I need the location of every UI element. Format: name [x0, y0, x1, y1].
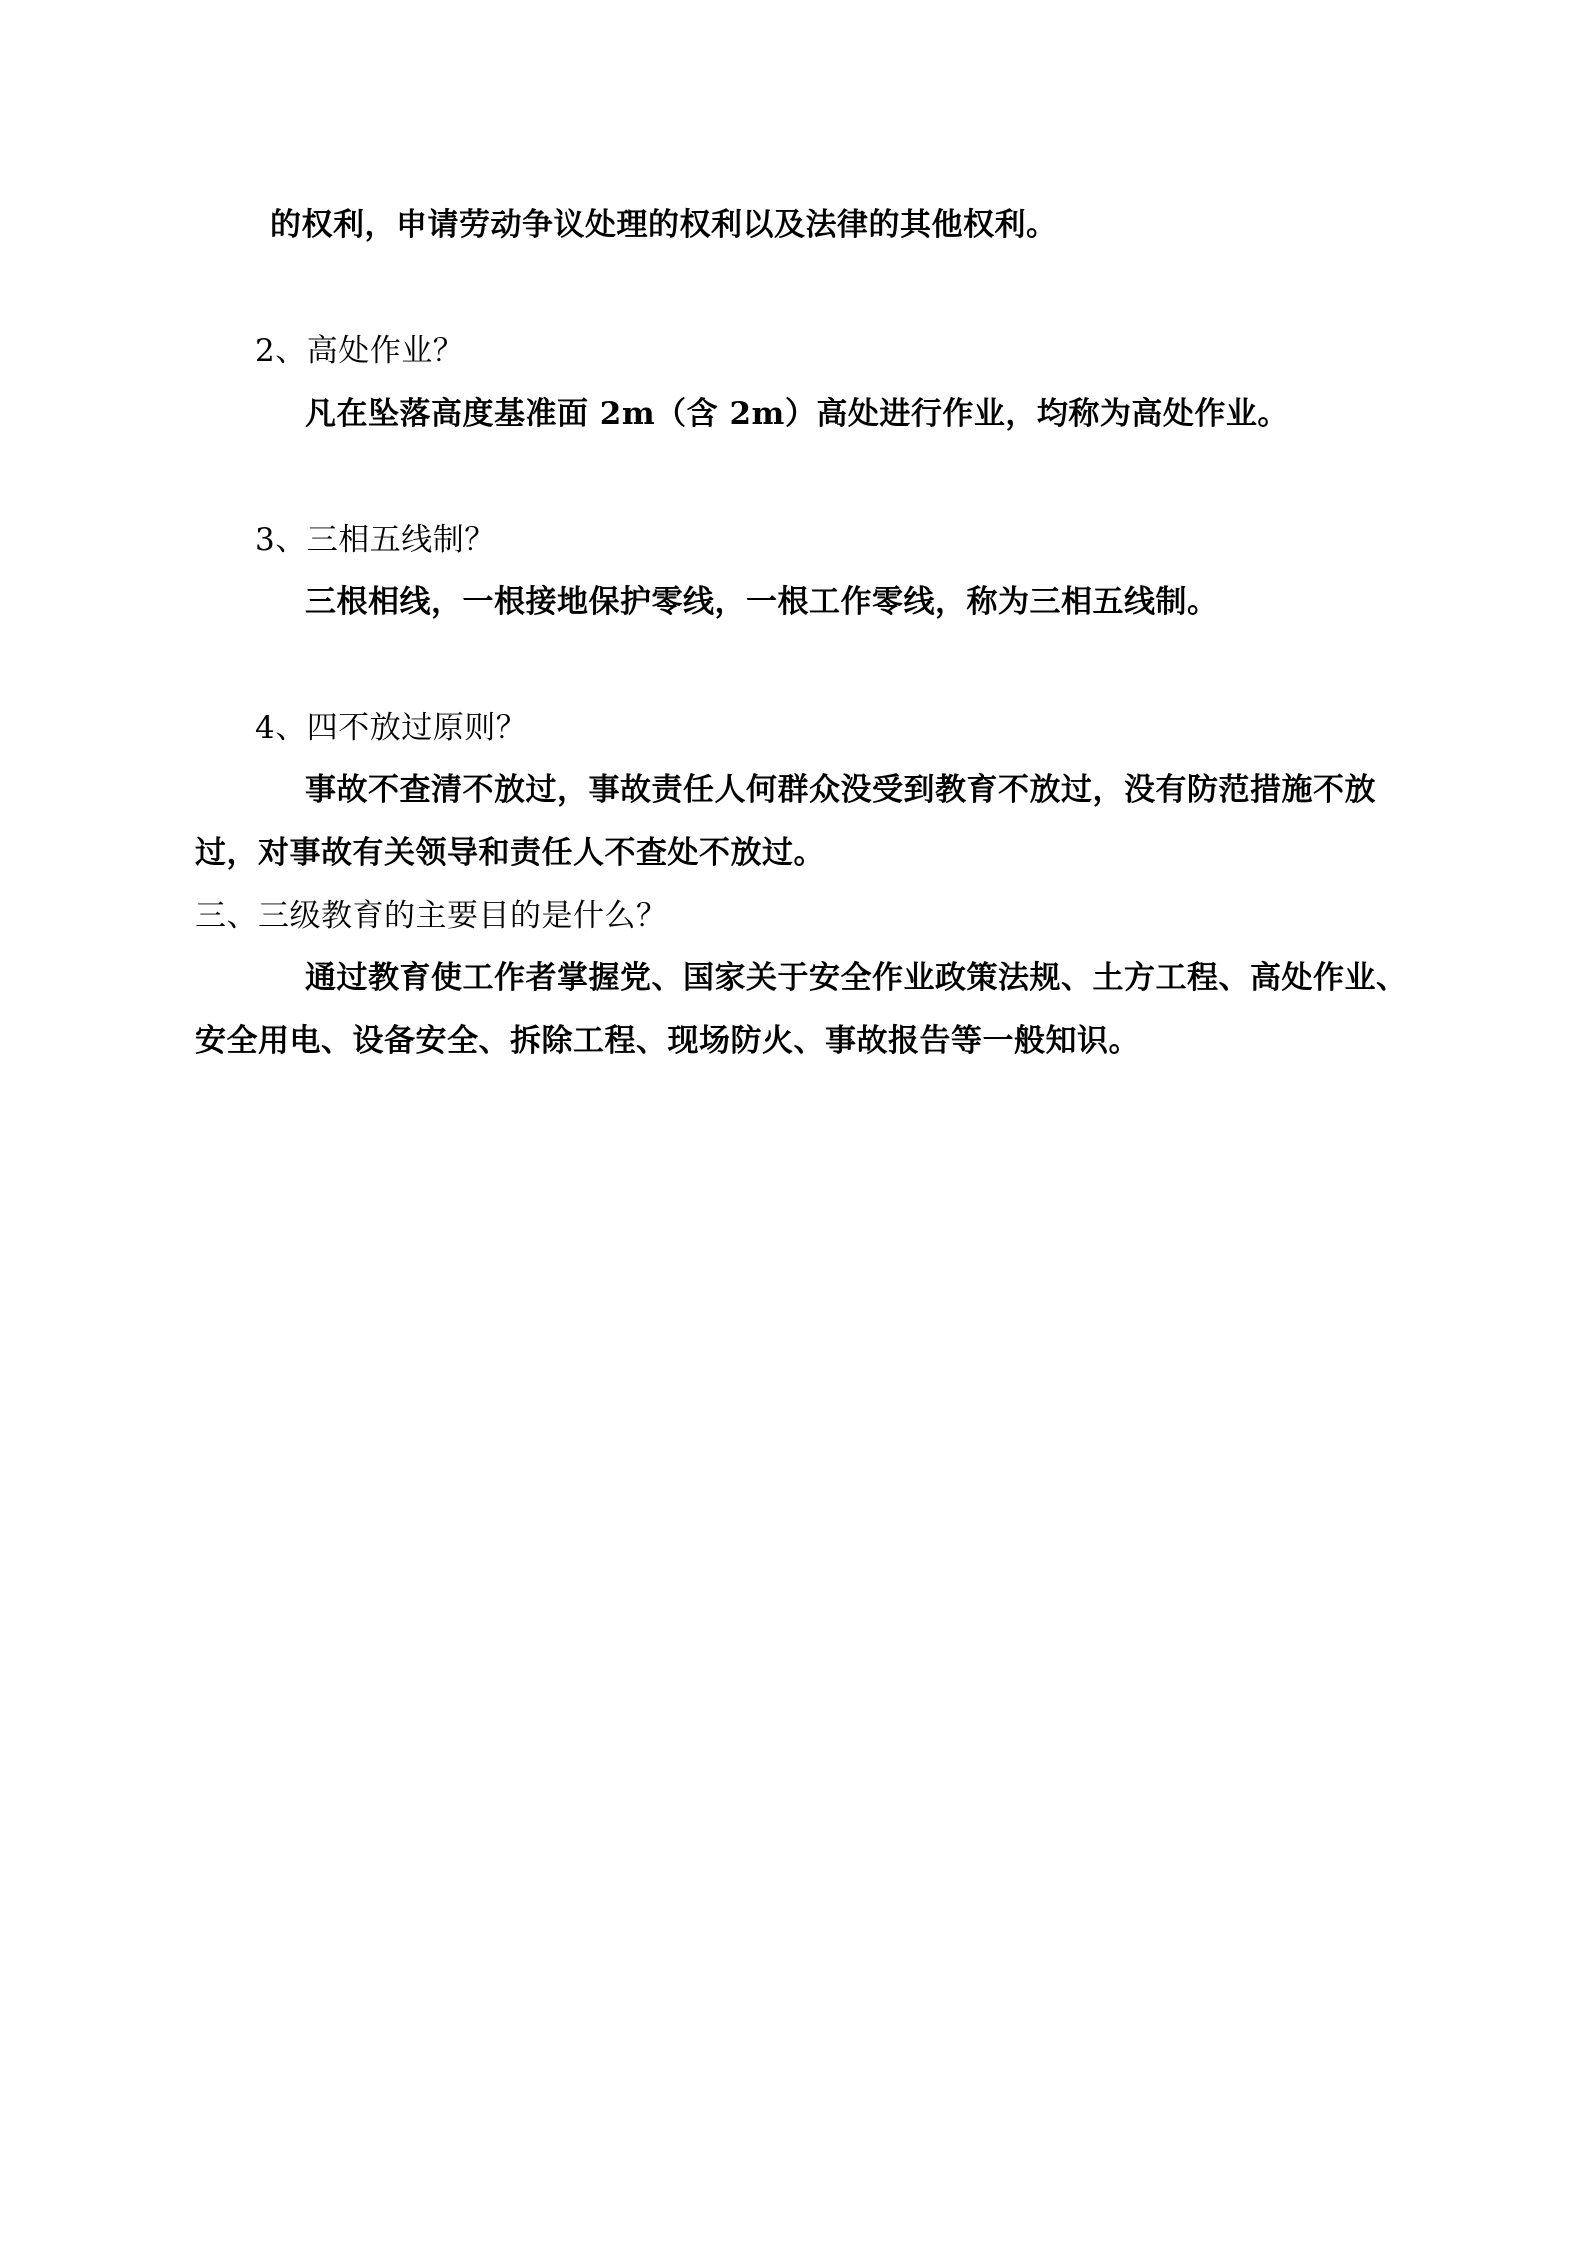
section-three-answer-line-2: 安全用电、设备安全、拆除工程、现场防火、事故报告等一般知识。 [195, 1023, 1140, 1059]
section-three-answer-line-1: 通过教育使工作者掌握党、国家关于安全作业政策法规、土方工程、高处作业、 [305, 960, 1408, 996]
answer-three-phase: 三根相线，一根接地保护零线，一根工作零线，称为三相五线制。 [305, 584, 1219, 620]
section-three-heading: 三、三级教育的主要目的是什么？ [195, 898, 668, 934]
question-height-work: 2、高处作业？ [255, 333, 465, 369]
question-three-phase: 3、三相五线制？ [255, 522, 496, 558]
question-four-principles: 4、四不放过原则？ [255, 710, 528, 746]
answer-height-work: 凡在坠落高度基准面 2m（含 2m）高处进行作业，均称为高处作业。 [305, 396, 1289, 432]
continuation-text: 的权利，申请劳动争议处理的权利以及法律的其他权利。 [270, 207, 1058, 243]
answer-four-principles-line-2: 过，对事故有关领导和责任人不查处不放过。 [195, 835, 825, 871]
answer-four-principles-line-1: 事故不查清不放过，事故责任人何群众没受到教育不放过，没有防范措施不放 [305, 772, 1376, 808]
